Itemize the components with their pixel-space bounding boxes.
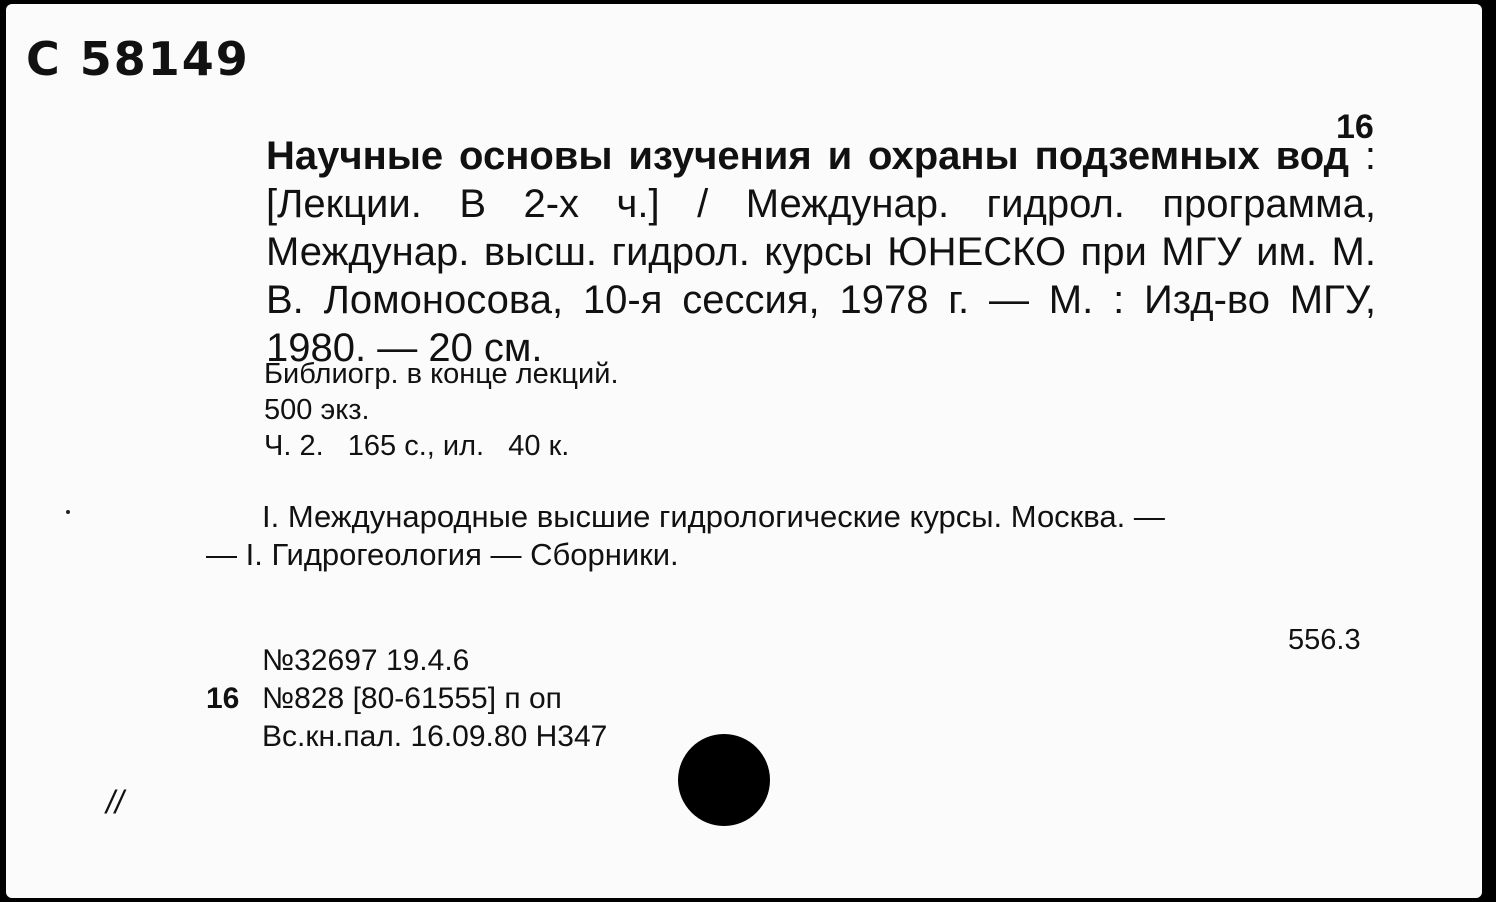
subject-tracing — [206, 498, 1376, 574]
card-footer — [206, 642, 607, 756]
description-text: : [Лекции. В 2-х ч.] / Междунар. гидрол. программа, Междунар. высш. гидрол. курсы ЮНЕСКО при МГУ им. М. В. Ломоносова, 10-я сессия, 1978 г. — М. : Изд-во МГУ, 1980. — 20 см. — [266, 134, 1377, 370]
footer-line-1: №32697 19.4.6 — [262, 644, 470, 677]
title-first-line — [206, 132, 1376, 372]
tracing-line-2: — I. Гидрогеология — Сборники. — [206, 537, 679, 572]
notes-block — [264, 356, 619, 464]
book-title: Научные основы изучения и охраны подземных вод — [266, 134, 1350, 178]
bibliographic-description — [206, 132, 1376, 372]
footer-lead-number: 16 — [206, 682, 240, 715]
note-print-run: 500 экз. — [264, 394, 370, 426]
catalog-card — [6, 4, 1482, 898]
note-bibliography: Библиогр. в конце лекций. — [264, 358, 619, 390]
footer-line-2: №828 [80-61555] п оп — [262, 682, 562, 715]
note-part-pages-price: Ч. 2. 165 с., ил. 40 к. — [264, 430, 570, 462]
corner-number: 16 — [1336, 108, 1374, 146]
call-number: C 58149 — [26, 32, 250, 86]
classification-number: 556.3 — [1288, 624, 1361, 656]
handwritten-mark: // — [106, 784, 124, 820]
tracing-line-1: I. Международные высшие гидрологические курсы. Москва. — — [262, 499, 1165, 534]
punch-hole — [678, 734, 770, 826]
footer-line-3: Вс.кн.пал. 16.09.80 Н347 — [262, 720, 608, 753]
card-edge-shadow — [1482, 0, 1496, 902]
ink-dot — [66, 510, 70, 514]
